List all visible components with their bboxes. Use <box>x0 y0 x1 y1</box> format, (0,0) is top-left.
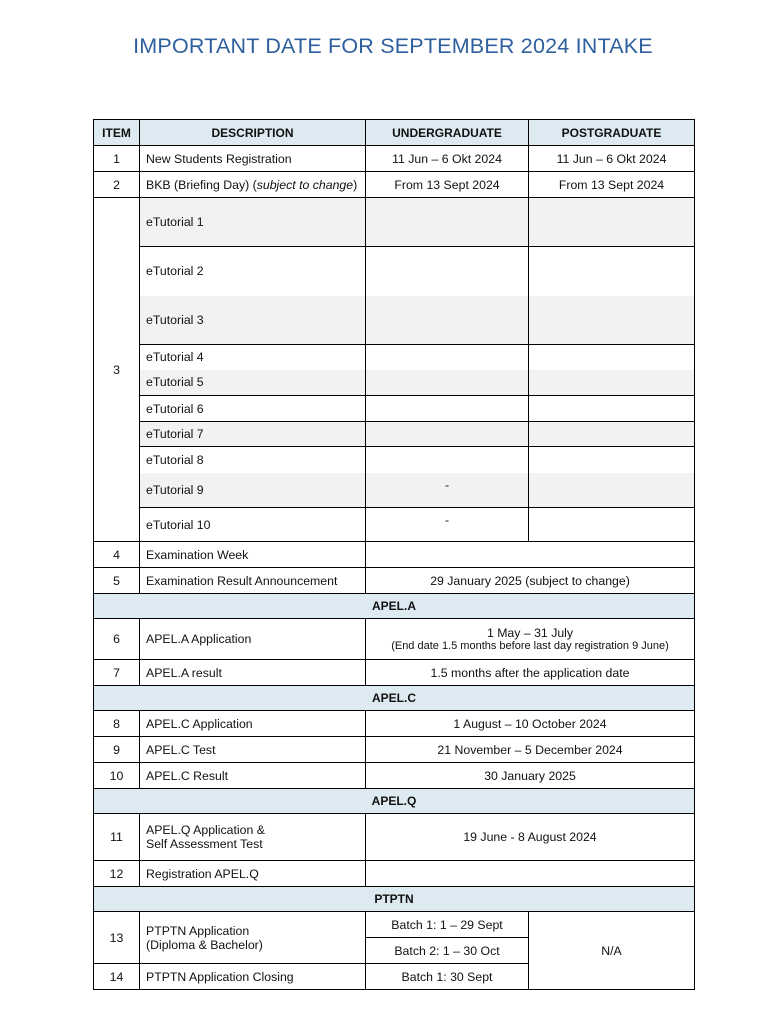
table-row <box>94 198 695 247</box>
table-row <box>94 660 695 686</box>
section-title-apel-c: APEL.C <box>94 686 695 711</box>
header-description: DESCRIPTION <box>140 120 366 146</box>
table-row <box>94 247 695 296</box>
table-row <box>94 172 695 198</box>
date-value: 1.5 months after the application date <box>366 660 695 686</box>
item-number: 4 <box>94 542 140 568</box>
etutorial-label: eTutorial 5 <box>140 370 366 396</box>
table-row <box>94 345 695 370</box>
date-value: 30 January 2025 <box>366 763 695 789</box>
row-description: New Students Registration <box>140 146 366 172</box>
table-row <box>94 296 695 345</box>
row-description: APEL.A result <box>140 660 366 686</box>
undergraduate-date <box>366 396 529 422</box>
row-description: APEL.C Test <box>140 737 366 763</box>
etutorial-label: eTutorial 4 <box>140 345 366 370</box>
table-row <box>94 763 695 789</box>
postgraduate-date <box>529 396 695 422</box>
postgraduate-date: N/A <box>529 912 695 990</box>
etutorial-label: eTutorial 3 <box>140 296 366 345</box>
table-row <box>94 912 695 938</box>
undergraduate-date: From 13 Sept 2024 <box>366 172 529 198</box>
undergraduate-date: Batch 1: 1 – 29 Sept <box>366 912 529 938</box>
etutorial-label: eTutorial 8 <box>140 447 366 473</box>
header-postgraduate: POSTGRADUATE <box>529 120 695 146</box>
page-title: IMPORTANT DATE FOR SEPTEMBER 2024 INTAKE <box>133 34 653 58</box>
row-description: Examination Week <box>140 542 366 568</box>
postgraduate-date <box>529 345 695 370</box>
table-row <box>94 473 695 508</box>
item-number: 9 <box>94 737 140 763</box>
date-value: 21 November – 5 December 2024 <box>366 737 695 763</box>
item-number: 5 <box>94 568 140 594</box>
undergraduate-date: Batch 2: 1 – 30 Oct <box>366 938 529 964</box>
date-value <box>366 542 695 568</box>
section-title-apel-a: APEL.A <box>94 594 695 619</box>
table-row <box>94 508 695 542</box>
undergraduate-date <box>366 198 529 247</box>
row-description: APEL.A Application <box>140 619 366 660</box>
table-row <box>94 861 695 887</box>
item-number: 6 <box>94 619 140 660</box>
item-number: 10 <box>94 763 140 789</box>
undergraduate-date <box>366 447 529 473</box>
item-number: 2 <box>94 172 140 198</box>
table-row <box>94 370 695 396</box>
row-description: Examination Result Announcement <box>140 568 366 594</box>
postgraduate-date <box>529 198 695 247</box>
undergraduate-date: Batch 1: 30 Sept <box>366 964 529 990</box>
row-description: APEL.C Result <box>140 763 366 789</box>
postgraduate-date <box>529 422 695 447</box>
undergraduate-date <box>366 473 529 508</box>
table-row <box>94 568 695 594</box>
postgraduate-date <box>529 508 695 542</box>
row-description: APEL.C Application <box>140 711 366 737</box>
item-number: 12 <box>94 861 140 887</box>
item-number: 3 <box>94 198 140 542</box>
date-value <box>366 861 695 887</box>
item-number: 8 <box>94 711 140 737</box>
table-row <box>94 422 695 447</box>
dash-value: - <box>444 477 450 492</box>
date-note: (End date 1.5 months before last day registration 9 June) <box>391 640 669 652</box>
date-value <box>366 619 695 660</box>
header-undergraduate: UNDERGRADUATE <box>366 120 529 146</box>
item-number: 11 <box>94 814 140 861</box>
header-item: ITEM <box>94 120 140 146</box>
description-line-2: (Diploma & Bachelor) <box>146 937 263 952</box>
row-description: Registration APEL.Q <box>140 861 366 887</box>
item-number: 14 <box>94 964 140 990</box>
postgraduate-date <box>529 473 695 508</box>
section-title-ptptn: PTPTN <box>94 887 695 912</box>
section-row <box>94 887 695 912</box>
etutorial-label: eTutorial 9 <box>140 473 366 508</box>
section-row <box>94 594 695 619</box>
row-description: PTPTN Application Closing <box>140 964 366 990</box>
table-row <box>94 711 695 737</box>
description-line-2: Self Assessment Test <box>146 837 263 851</box>
date-value: 1 August – 10 October 2024 <box>366 711 695 737</box>
description-text: BKB (Briefing Day) ( <box>146 177 257 192</box>
date-value: 19 June - 8 August 2024 <box>366 814 695 861</box>
section-row <box>94 789 695 814</box>
etutorial-label: eTutorial 1 <box>140 198 366 247</box>
item-number: 13 <box>94 912 140 964</box>
undergraduate-date <box>366 247 529 296</box>
postgraduate-date <box>529 370 695 396</box>
description-note: subject to change <box>256 177 354 192</box>
etutorial-label: eTutorial 2 <box>140 247 366 296</box>
table-header-row <box>94 120 695 146</box>
table-row <box>94 619 695 660</box>
row-description <box>140 814 366 861</box>
date-value: 29 January 2025 (subject to change) <box>366 568 695 594</box>
etutorial-label: eTutorial 10 <box>140 508 366 542</box>
undergraduate-date <box>366 345 529 370</box>
undergraduate-date <box>366 370 529 396</box>
section-row <box>94 686 695 711</box>
table-row <box>94 447 695 473</box>
dash-value: - <box>444 512 450 527</box>
postgraduate-date <box>529 247 695 296</box>
section-title-apel-q: APEL.Q <box>94 789 695 814</box>
schedule-table <box>93 119 695 990</box>
table-row <box>94 396 695 422</box>
postgraduate-date: 11 Jun – 6 Okt 2024 <box>529 146 695 172</box>
item-number: 1 <box>94 146 140 172</box>
etutorial-label: eTutorial 6 <box>140 396 366 422</box>
table-row <box>94 542 695 568</box>
item-number: 7 <box>94 660 140 686</box>
row-description <box>140 172 366 198</box>
postgraduate-date <box>529 296 695 345</box>
date-range: 1 May – 31 July <box>486 626 574 640</box>
postgraduate-date <box>529 447 695 473</box>
etutorial-label: eTutorial 7 <box>140 422 366 447</box>
description-line-1: APEL.Q Application & <box>146 823 265 837</box>
description-line-1: PTPTN Application <box>146 923 250 938</box>
undergraduate-date <box>366 296 529 345</box>
postgraduate-date: From 13 Sept 2024 <box>529 172 695 198</box>
table-row <box>94 814 695 861</box>
undergraduate-date <box>366 508 529 542</box>
table-row <box>94 737 695 763</box>
table-row <box>94 146 695 172</box>
undergraduate-date <box>366 422 529 447</box>
description-close: ) <box>353 177 358 192</box>
undergraduate-date: 11 Jun – 6 Okt 2024 <box>366 146 529 172</box>
row-description <box>140 912 366 964</box>
